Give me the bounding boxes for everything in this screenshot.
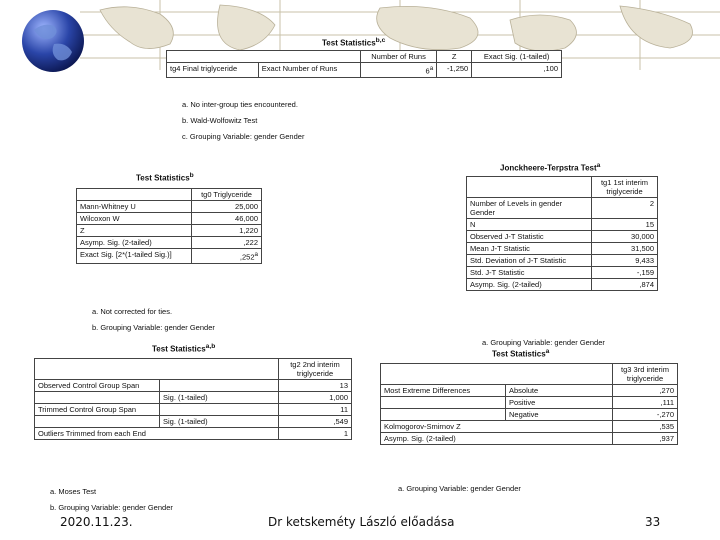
t4-row-sub: Sig. (1-tailed) — [160, 392, 279, 404]
t5-row-value: ,535 — [613, 421, 678, 433]
t1-table — [166, 50, 562, 78]
t2-title: Test Statistics$^b$ — [136, 172, 194, 183]
t4-row-label: Outliers Trimmed from each End — [35, 428, 279, 440]
t5-row-value: ,270 — [613, 385, 678, 397]
t1-note-c: c. Grouping Variable: gender Gender — [182, 132, 305, 141]
t2-header-blank — [77, 189, 192, 201]
t3-row-value: -,159 — [592, 267, 658, 279]
t5-row-sub: Positive — [506, 397, 613, 409]
t5-row-label — [381, 397, 506, 409]
t1-title: Test Statistics$^{b,c}$ — [322, 37, 386, 48]
t2-row-value: ,252$^a$ — [192, 249, 262, 264]
t3-row-label: Mean J-T Statistic — [467, 243, 592, 255]
t2-table — [76, 188, 262, 264]
t2-row-value: ,222 — [192, 237, 262, 249]
t1-note-a: a. No inter-group ties encountered. — [182, 100, 298, 109]
t1-note-b: b. Wald-Wolfowitz Test — [182, 116, 258, 125]
t2-col-header: tg0 Triglyceride — [192, 189, 262, 201]
t4-row-value: 1,000 — [279, 392, 352, 404]
t3-row-value: 30,000 — [592, 231, 658, 243]
t3-row-value: 9,433 — [592, 255, 658, 267]
t2-row-label: Z — [77, 225, 192, 237]
t2-row-label: Mann-Whitney U — [77, 201, 192, 213]
t3-title: Jonckheere-Terpstra Test$^a$ — [500, 162, 601, 173]
t3-row-label: N — [467, 219, 592, 231]
footer-author: Dr ketskeméty László előadása — [268, 515, 455, 529]
t3-row-label: Asymp. Sig. (2-tailed) — [467, 279, 592, 291]
t4-row-value: 11 — [279, 404, 352, 416]
t4-title: Test Statistics$^{a,b}$ — [152, 343, 216, 354]
t4-note-b: b. Grouping Variable: gender Gender — [50, 503, 173, 512]
t1-header-z: Z — [437, 51, 472, 63]
t3-header-blank — [467, 177, 592, 198]
t1-header-exact: Exact Sig. (1-tailed) — [472, 51, 562, 63]
globe-icon — [20, 8, 86, 74]
t3-table — [466, 176, 658, 291]
t4-col-header: tg2 2nd interim triglyceride — [279, 359, 352, 380]
t5-row-sub: Negative — [506, 409, 613, 421]
t5-row-sub: Absolute — [506, 385, 613, 397]
t2-note-b: b. Grouping Variable: gender Gender — [92, 323, 215, 332]
t4-note-a: a. Moses Test — [50, 487, 97, 496]
t5-table — [380, 363, 678, 445]
t2-note-a: a. Not corrected for ties. — [92, 307, 173, 316]
t1-row-stat: Exact Number of Runs — [258, 63, 360, 78]
t4-row-value: 1 — [279, 428, 352, 440]
t4-row-label — [35, 392, 160, 404]
footer-page-number: 33 — [645, 515, 661, 529]
t2-row-value: 25,000 — [192, 201, 262, 213]
footer-date: 2020.11.23. — [60, 515, 133, 529]
t5-row-value: -,270 — [613, 409, 678, 421]
t5-row-label — [381, 409, 506, 421]
t1-cell-runs: 6$^a$ — [360, 63, 436, 78]
t3-row-value: ,874 — [592, 279, 658, 291]
t1-cell-sig: ,100 — [472, 63, 562, 78]
t4-row-sub — [160, 380, 279, 392]
t4-row-label — [35, 416, 160, 428]
t2-row-value: 1,220 — [192, 225, 262, 237]
t3-row-label: Number of Levels in gender Gender — [467, 198, 592, 219]
t2-row-label: Asymp. Sig. (2-tailed) — [77, 237, 192, 249]
t5-note-a: a. Grouping Variable: gender Gender — [398, 484, 521, 493]
t5-header-blank — [381, 364, 613, 385]
t3-row-label: Std. Deviation of J-T Statistic — [467, 255, 592, 267]
t2-row-label: Exact Sig. [2*(1-tailed Sig.)] — [77, 249, 192, 264]
t3-row-value: 31,500 — [592, 243, 658, 255]
t4-table — [34, 358, 352, 440]
t5-col-header: tg3 3rd interim triglyceride — [613, 364, 678, 385]
t1-header-blank — [167, 51, 361, 63]
t2-row-value: 46,000 — [192, 213, 262, 225]
t5-row-value: ,111 — [613, 397, 678, 409]
t5-row-label: Kolmogorov-Smirnov Z — [381, 421, 613, 433]
t5-title: Test Statistics$^a$ — [492, 348, 550, 359]
t4-row-label: Trimmed Control Group Span — [35, 404, 160, 416]
t4-row-value: 13 — [279, 380, 352, 392]
t1-row-var: tg4 Final triglyceride — [167, 63, 259, 78]
t4-row-value: ,549 — [279, 416, 352, 428]
t5-row-label: Most Extreme Differences — [381, 385, 506, 397]
t4-row-sub — [160, 404, 279, 416]
t4-row-label: Observed Control Group Span — [35, 380, 160, 392]
t3-note-a: a. Grouping Variable: gender Gender — [482, 338, 605, 347]
t3-row-value: 2 — [592, 198, 658, 219]
t1-cell-z: -1,250 — [437, 63, 472, 78]
t5-row-value: ,937 — [613, 433, 678, 445]
t3-row-label: Observed J-T Statistic — [467, 231, 592, 243]
t1-header-runs: Number of Runs — [360, 51, 436, 63]
t3-col-header: tg1 1st interim triglyceride — [592, 177, 658, 198]
t3-row-value: 15 — [592, 219, 658, 231]
t3-row-label: Std. J-T Statistic — [467, 267, 592, 279]
t4-row-sub: Sig. (1-tailed) — [160, 416, 279, 428]
t2-row-label: Wilcoxon W — [77, 213, 192, 225]
t5-row-label: Asymp. Sig. (2-tailed) — [381, 433, 613, 445]
t4-header-blank — [35, 359, 279, 380]
